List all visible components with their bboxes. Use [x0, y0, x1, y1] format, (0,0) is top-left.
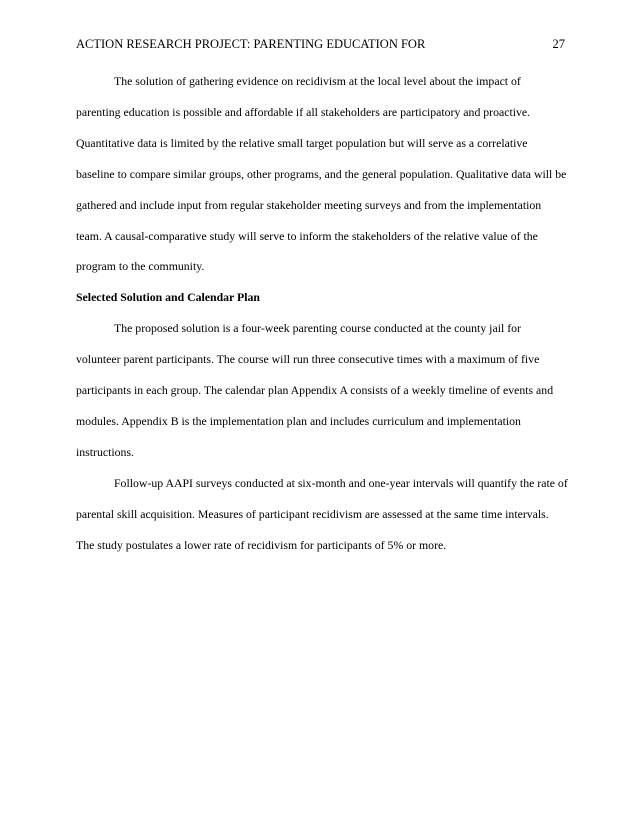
- paragraph-follow-up: Follow-up AAPI surveys conducted at six-month and one-year intervals will quantify the rate of parental skill acquisition. Measures of participant recidivism are assessed at the same time intervals. The study postulates a lower rate of recidivism for participants of 5% or more.: [76, 475, 568, 552]
- paragraph-evidence: The solution of gathering evidence on recidivism at the local level about the impact of parenting education is possible and affordable if all stakeholders are participatory and proactive. Quantitative data is limited by the relative small target population but will serve as a correlative baseline to compare similar groups, other programs, and the general population. Qualitative data will be gathered and include input from regular stakeholder meeting surveys and from the implementation team. A causal-comparative study will serve to inform the stakeholders of the relative value of the program to the community.: [76, 74, 567, 274]
- body-text: [76, 66, 568, 561]
- running-head: ACTION RESEARCH PROJECT: PARENTING EDUCATION FOR: [76, 37, 426, 51]
- section-heading: Selected Solution and Calendar Plan: [76, 290, 260, 305]
- page-number: 27: [552, 37, 565, 51]
- paragraph-proposed-solution: The proposed solution is a four-week parenting course conducted at the county jail for volunteer parent participants. The course will run three consecutive times with a maximum of five participants in each group. The calendar plan Appendix A consists of a weekly timeline of events and modules. Appendix B is the implementation plan and includes curriculum and implementation instructions.: [76, 321, 554, 459]
